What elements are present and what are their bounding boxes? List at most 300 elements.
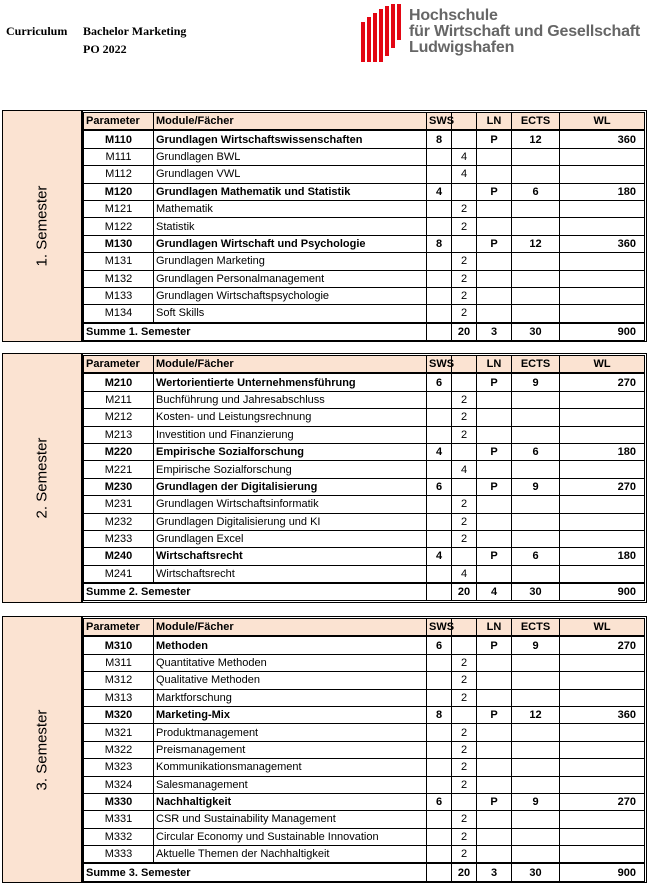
table-row	[84, 636, 645, 654]
module-sws-empty	[427, 654, 452, 671]
module-sws-empty	[427, 391, 452, 408]
ects-empty	[512, 409, 560, 426]
sub-sws-empty	[452, 548, 477, 565]
table-row	[84, 426, 645, 443]
table-row	[84, 409, 645, 426]
course-sws: 2	[452, 828, 477, 845]
ects-empty	[512, 724, 560, 741]
ln-empty	[477, 270, 512, 287]
ln-empty	[477, 759, 512, 776]
ects-empty	[512, 391, 560, 408]
module-name: Marketing-Mix	[154, 706, 427, 723]
wl-empty	[560, 811, 645, 828]
table-row	[84, 166, 645, 183]
module-code: M240	[84, 548, 154, 565]
wl-empty	[560, 759, 645, 776]
ln-empty	[477, 846, 512, 864]
module-wl: 180	[560, 443, 645, 460]
module-name: Grundlagen Wirtschaft und Psychologie	[154, 235, 427, 252]
module-name: Methoden	[154, 636, 427, 654]
module-wl: 270	[560, 636, 645, 654]
column-header	[452, 113, 477, 131]
module-ects: 12	[512, 235, 560, 252]
module-ects: 12	[512, 706, 560, 723]
course-sws: 4	[452, 166, 477, 183]
summary-row	[84, 863, 645, 881]
course-code: M134	[84, 305, 154, 323]
module-sws: 6	[427, 373, 452, 391]
module-code: M230	[84, 478, 154, 495]
wl-empty	[560, 654, 645, 671]
summary-ln: 3	[477, 863, 512, 881]
course-sws: 2	[452, 409, 477, 426]
course-sws: 2	[452, 391, 477, 408]
course-code: M312	[84, 672, 154, 689]
module-ects: 12	[512, 130, 560, 148]
ln-empty	[477, 148, 512, 165]
module-sws-empty	[427, 811, 452, 828]
table-row	[84, 443, 645, 460]
module-sws-empty	[427, 270, 452, 287]
course-name: Grundlagen Digitalisierung und KI	[154, 513, 427, 530]
summary-label: Summe 3. Semester	[84, 863, 427, 881]
module-sws-empty	[427, 724, 452, 741]
table-row	[84, 654, 645, 671]
course-name: Aktuelle Themen der Nachhaltigkeit	[154, 846, 427, 864]
sub-sws-empty	[452, 636, 477, 654]
module-name: Nachhaltigkeit	[154, 793, 427, 810]
column-header: ECTS	[512, 619, 560, 637]
wl-empty	[560, 828, 645, 845]
sub-sws-empty	[452, 706, 477, 723]
module-sws-empty	[427, 741, 452, 758]
summary-wl: 900	[560, 323, 645, 341]
wl-empty	[560, 846, 645, 864]
ln-empty	[477, 253, 512, 270]
semester-side-label	[3, 617, 83, 882]
semester-title: 3. Semester	[33, 709, 51, 790]
module-wl: 360	[560, 235, 645, 252]
course-name: Grundlagen Wirtschaftsinformatik	[154, 496, 427, 513]
module-sws-empty	[427, 513, 452, 530]
course-code: M111	[84, 148, 154, 165]
ln-empty	[477, 811, 512, 828]
table-row	[84, 672, 645, 689]
table-row	[84, 513, 645, 530]
module-sws-empty	[427, 166, 452, 183]
module-ects: 6	[512, 548, 560, 565]
column-header: LN	[477, 113, 512, 131]
module-sws-empty	[427, 200, 452, 217]
ln-empty	[477, 776, 512, 793]
module-sws-empty	[427, 409, 452, 426]
module-name: Empirische Sozialforschung	[154, 443, 427, 460]
ln-empty	[477, 166, 512, 183]
wl-empty	[560, 565, 645, 583]
module-sws-empty	[427, 689, 452, 706]
table-row	[84, 793, 645, 810]
course-code: M122	[84, 218, 154, 235]
course-code: M313	[84, 689, 154, 706]
table-header-row	[84, 113, 645, 131]
module-ects: 9	[512, 373, 560, 391]
wl-empty	[560, 409, 645, 426]
course-code: M321	[84, 724, 154, 741]
summary-row	[84, 583, 645, 601]
course-name: Soft Skills	[154, 305, 427, 323]
course-code: M213	[84, 426, 154, 443]
column-header: ECTS	[512, 113, 560, 131]
course-sws: 2	[452, 724, 477, 741]
module-sws: 8	[427, 706, 452, 723]
course-sws: 2	[452, 218, 477, 235]
ln-empty	[477, 741, 512, 758]
module-ln: P	[477, 793, 512, 810]
course-sws: 2	[452, 426, 477, 443]
wl-empty	[560, 270, 645, 287]
module-wl: 360	[560, 130, 645, 148]
ln-empty	[477, 530, 512, 547]
table-header-row	[84, 356, 645, 374]
table-row	[84, 496, 645, 513]
module-sws-empty	[427, 672, 452, 689]
ects-empty	[512, 689, 560, 706]
course-name: Buchführung und Jahresabschluss	[154, 391, 427, 408]
course-code: M112	[84, 166, 154, 183]
course-code: M231	[84, 496, 154, 513]
column-header	[452, 619, 477, 637]
course-sws: 2	[452, 270, 477, 287]
module-sws: 6	[427, 478, 452, 495]
course-name: Statistik	[154, 218, 427, 235]
course-code: M323	[84, 759, 154, 776]
wl-empty	[560, 513, 645, 530]
ln-empty	[477, 218, 512, 235]
table-row	[84, 689, 645, 706]
ects-empty	[512, 672, 560, 689]
module-ln: P	[477, 548, 512, 565]
column-header: Parameter	[84, 113, 154, 131]
summary-sws: 20	[452, 583, 477, 601]
summary-wl: 900	[560, 583, 645, 601]
course-code: M211	[84, 391, 154, 408]
course-name: Salesmanagement	[154, 776, 427, 793]
ln-empty	[477, 513, 512, 530]
course-name: Produktmanagement	[154, 724, 427, 741]
sub-sws-empty	[452, 478, 477, 495]
course-name: Grundlagen BWL	[154, 148, 427, 165]
wl-empty	[560, 148, 645, 165]
wl-empty	[560, 672, 645, 689]
column-header	[452, 356, 477, 374]
table-row	[84, 846, 645, 864]
course-code: M131	[84, 253, 154, 270]
wl-empty	[560, 741, 645, 758]
course-code: M221	[84, 461, 154, 478]
column-header: LN	[477, 619, 512, 637]
ects-empty	[512, 513, 560, 530]
column-header: Parameter	[84, 619, 154, 637]
table-row	[84, 706, 645, 723]
module-sws-empty	[427, 776, 452, 793]
ects-empty	[512, 253, 560, 270]
sub-sws-empty	[452, 130, 477, 148]
module-name: Grundlagen Mathematik und Statistik	[154, 183, 427, 200]
course-name: Preismanagement	[154, 741, 427, 758]
module-name: Wirtschaftsrecht	[154, 548, 427, 565]
ln-empty	[477, 565, 512, 583]
ln-empty	[477, 654, 512, 671]
module-ects: 9	[512, 478, 560, 495]
ects-empty	[512, 846, 560, 864]
ects-empty	[512, 148, 560, 165]
course-code: M132	[84, 270, 154, 287]
module-ln: P	[477, 130, 512, 148]
ects-empty	[512, 305, 560, 323]
summary-ln: 3	[477, 323, 512, 341]
wl-empty	[560, 253, 645, 270]
sub-sws-empty	[452, 793, 477, 810]
course-sws: 2	[452, 513, 477, 530]
module-wl: 270	[560, 478, 645, 495]
module-sws-empty	[427, 565, 452, 583]
column-header: SWS	[427, 113, 452, 131]
ects-empty	[512, 759, 560, 776]
module-wl: 180	[560, 183, 645, 200]
summary-sws-empty	[427, 863, 452, 881]
module-code: M210	[84, 373, 154, 391]
module-code: M310	[84, 636, 154, 654]
module-sws: 6	[427, 636, 452, 654]
ln-empty	[477, 391, 512, 408]
course-name: Grundlagen Excel	[154, 530, 427, 547]
ln-empty	[477, 426, 512, 443]
wl-empty	[560, 166, 645, 183]
column-header: SWS	[427, 619, 452, 637]
curriculum-label: Curriculum	[6, 24, 68, 38]
module-sws-empty	[427, 218, 452, 235]
ln-empty	[477, 287, 512, 304]
course-code: M241	[84, 565, 154, 583]
course-code: M232	[84, 513, 154, 530]
course-name: Empirische Sozialforschung	[154, 461, 427, 478]
course-code: M324	[84, 776, 154, 793]
ects-empty	[512, 496, 560, 513]
ects-empty	[512, 776, 560, 793]
table-row	[84, 724, 645, 741]
semester-block	[2, 353, 647, 603]
course-sws: 2	[452, 776, 477, 793]
ects-empty	[512, 741, 560, 758]
logo-line-2: für Wirtschaft und Gesellschaft	[409, 23, 641, 40]
course-sws: 4	[452, 148, 477, 165]
column-header: ECTS	[512, 356, 560, 374]
module-sws-empty	[427, 530, 452, 547]
course-sws: 2	[452, 672, 477, 689]
table-row	[84, 776, 645, 793]
module-sws-empty	[427, 846, 452, 864]
ln-empty	[477, 409, 512, 426]
ects-empty	[512, 565, 560, 583]
ln-empty	[477, 200, 512, 217]
table-row	[84, 373, 645, 391]
summary-ects: 30	[512, 583, 560, 601]
table-row	[84, 478, 645, 495]
course-name: Grundlagen Wirtschaftspsychologie	[154, 287, 427, 304]
ln-empty	[477, 461, 512, 478]
module-sws-empty	[427, 148, 452, 165]
course-sws: 2	[452, 287, 477, 304]
university-name	[409, 8, 640, 56]
module-sws-empty	[427, 461, 452, 478]
wl-empty	[560, 724, 645, 741]
table-row	[84, 253, 645, 270]
module-sws: 8	[427, 235, 452, 252]
table-row	[84, 218, 645, 235]
table-row	[84, 811, 645, 828]
module-wl: 270	[560, 373, 645, 391]
course-sws: 4	[452, 565, 477, 583]
module-name: Wertorientierte Unternehmensführung	[154, 373, 427, 391]
module-table	[83, 355, 645, 601]
ects-empty	[512, 461, 560, 478]
module-wl: 270	[560, 793, 645, 810]
module-ln: P	[477, 636, 512, 654]
course-name: Grundlagen Marketing	[154, 253, 427, 270]
table-row	[84, 235, 645, 252]
summary-ects: 30	[512, 323, 560, 341]
course-code: M133	[84, 287, 154, 304]
course-name: Grundlagen VWL	[154, 166, 427, 183]
course-name: Mathematik	[154, 200, 427, 217]
column-header: Module/Fächer	[154, 356, 427, 374]
course-name: Grundlagen Personalmanagement	[154, 270, 427, 287]
table-row	[84, 130, 645, 148]
ln-empty	[477, 672, 512, 689]
module-ects: 6	[512, 443, 560, 460]
summary-sws: 20	[452, 863, 477, 881]
course-code: M233	[84, 530, 154, 547]
ects-empty	[512, 200, 560, 217]
module-code: M130	[84, 235, 154, 252]
summary-sws-empty	[427, 323, 452, 341]
ln-empty	[477, 828, 512, 845]
module-sws-empty	[427, 305, 452, 323]
summary-label: Summe 1. Semester	[84, 323, 427, 341]
sub-sws-empty	[452, 235, 477, 252]
course-sws: 2	[452, 200, 477, 217]
table-row	[84, 828, 645, 845]
ects-empty	[512, 530, 560, 547]
column-header: SWS	[427, 356, 452, 374]
semester-side-label	[3, 111, 83, 341]
summary-ects: 30	[512, 863, 560, 881]
ects-empty	[512, 811, 560, 828]
wl-empty	[560, 530, 645, 547]
module-code: M320	[84, 706, 154, 723]
course-name: CSR und Sustainability Management	[154, 811, 427, 828]
course-code: M332	[84, 828, 154, 845]
module-sws-empty	[427, 759, 452, 776]
table-header-row	[84, 619, 645, 637]
wl-empty	[560, 305, 645, 323]
semester-block	[2, 616, 647, 883]
course-sws: 2	[452, 846, 477, 864]
summary-row	[84, 323, 645, 341]
module-ln: P	[477, 706, 512, 723]
po-version: PO 2022	[83, 42, 127, 56]
module-sws: 4	[427, 183, 452, 200]
summary-sws-empty	[427, 583, 452, 601]
summary-wl: 900	[560, 863, 645, 881]
module-ects: 6	[512, 183, 560, 200]
column-header: WL	[560, 619, 645, 637]
table-row	[84, 741, 645, 758]
course-code: M331	[84, 811, 154, 828]
course-sws: 2	[452, 530, 477, 547]
summary-label: Summe 2. Semester	[84, 583, 427, 601]
wl-empty	[560, 218, 645, 235]
course-name: Wirtschaftsrecht	[154, 565, 427, 583]
sub-sws-empty	[452, 183, 477, 200]
course-sws: 2	[452, 759, 477, 776]
column-header: WL	[560, 113, 645, 131]
course-code: M333	[84, 846, 154, 864]
module-ln: P	[477, 373, 512, 391]
course-code: M121	[84, 200, 154, 217]
wl-empty	[560, 776, 645, 793]
ects-empty	[512, 287, 560, 304]
module-sws: 6	[427, 793, 452, 810]
semester-side-label	[3, 354, 83, 602]
table-row	[84, 548, 645, 565]
module-name: Grundlagen der Digitalisierung	[154, 478, 427, 495]
module-sws: 4	[427, 443, 452, 460]
module-code: M110	[84, 130, 154, 148]
logo-line-3: Ludwigshafen	[409, 39, 515, 56]
course-name: Kommunikationsmanagement	[154, 759, 427, 776]
module-sws: 8	[427, 130, 452, 148]
course-sws: 2	[452, 305, 477, 323]
program-name: Bachelor Marketing	[83, 24, 187, 38]
course-sws: 2	[452, 811, 477, 828]
table-row	[84, 565, 645, 583]
module-sws-empty	[427, 828, 452, 845]
course-sws: 4	[452, 461, 477, 478]
module-code: M220	[84, 443, 154, 460]
module-code: M330	[84, 793, 154, 810]
module-sws-empty	[427, 287, 452, 304]
ln-empty	[477, 689, 512, 706]
table-row	[84, 530, 645, 547]
course-name: Circular Economy und Sustainable Innovation	[154, 828, 427, 845]
ln-empty	[477, 305, 512, 323]
summary-ln: 4	[477, 583, 512, 601]
wl-empty	[560, 287, 645, 304]
semester-block	[2, 110, 647, 342]
course-code: M322	[84, 741, 154, 758]
ln-empty	[477, 724, 512, 741]
module-wl: 360	[560, 706, 645, 723]
column-header: WL	[560, 356, 645, 374]
module-ln: P	[477, 443, 512, 460]
column-header: Parameter	[84, 356, 154, 374]
module-ln: P	[477, 478, 512, 495]
summary-sws: 20	[452, 323, 477, 341]
sub-sws-empty	[452, 443, 477, 460]
module-wl: 180	[560, 548, 645, 565]
course-name: Marktforschung	[154, 689, 427, 706]
